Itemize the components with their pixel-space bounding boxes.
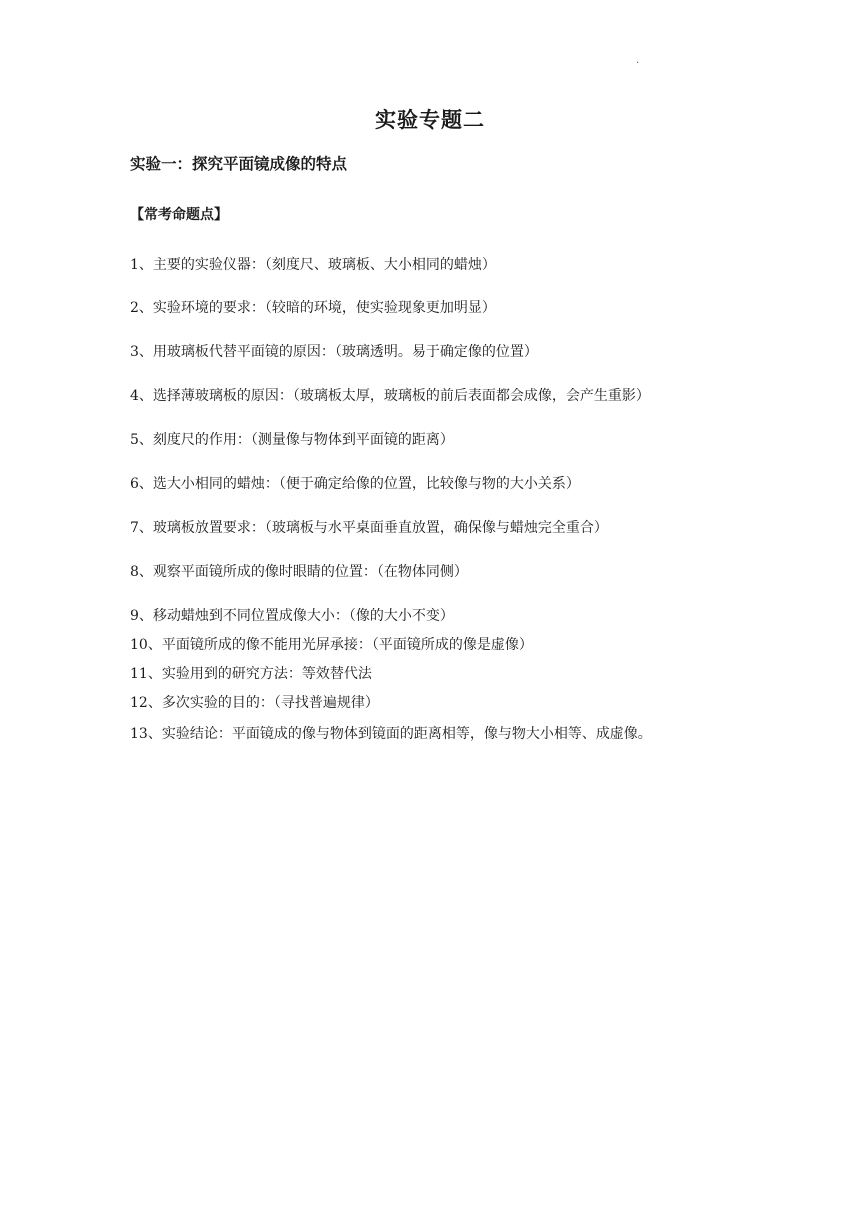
list-item: 12、多次实验的目的：（寻找普遍规律） xyxy=(130,695,379,711)
subheading-common-points: 【常考命题点】 xyxy=(130,207,228,223)
section-heading: 实验一：探究平面镜成像的特点 xyxy=(130,155,348,173)
list-item: 1、主要的实验仪器：（刻度尺、玻璃板、大小相同的蜡烛） xyxy=(130,257,496,273)
list-item: 7、玻璃板放置要求：（玻璃板与水平桌面垂直放置，确保像与蜡烛完全重合） xyxy=(130,520,608,536)
list-item: 10、平面镜所成的像不能用光屏承接：（平面镜所成的像是虚像） xyxy=(130,637,533,653)
list-item: 5、刻度尺的作用：（测量像与物体到平面镜的距离） xyxy=(130,432,454,448)
page-mark: . xyxy=(636,55,640,66)
list-item: 6、选大小相同的蜡烛：（便于确定给像的位置，比较像与物的大小关系） xyxy=(130,476,580,492)
list-item: 11、实验用到的研究方法：等效替代法 xyxy=(130,666,372,682)
list-item: 8、观察平面镜所成的像时眼睛的位置：（在物体同侧） xyxy=(130,564,468,580)
list-item: 9、移动蜡烛到不同位置成像大小：（像的大小不变） xyxy=(130,608,454,624)
list-item: 13、实验结论：平面镜成的像与物体到镜面的距离相等，像与物大小相等、成虚像。 xyxy=(130,726,652,742)
document-title: 实验专题二 xyxy=(375,108,485,132)
list-item: 3、用玻璃板代替平面镜的原因：（玻璃透明。易于确定像的位置） xyxy=(130,344,538,360)
list-item: 2、实验环境的要求：（较暗的环境，使实验现象更加明显） xyxy=(130,300,496,316)
list-item: 4、选择薄玻璃板的原因：（玻璃板太厚，玻璃板的前后表面都会成像，会产生重影） xyxy=(130,388,650,404)
